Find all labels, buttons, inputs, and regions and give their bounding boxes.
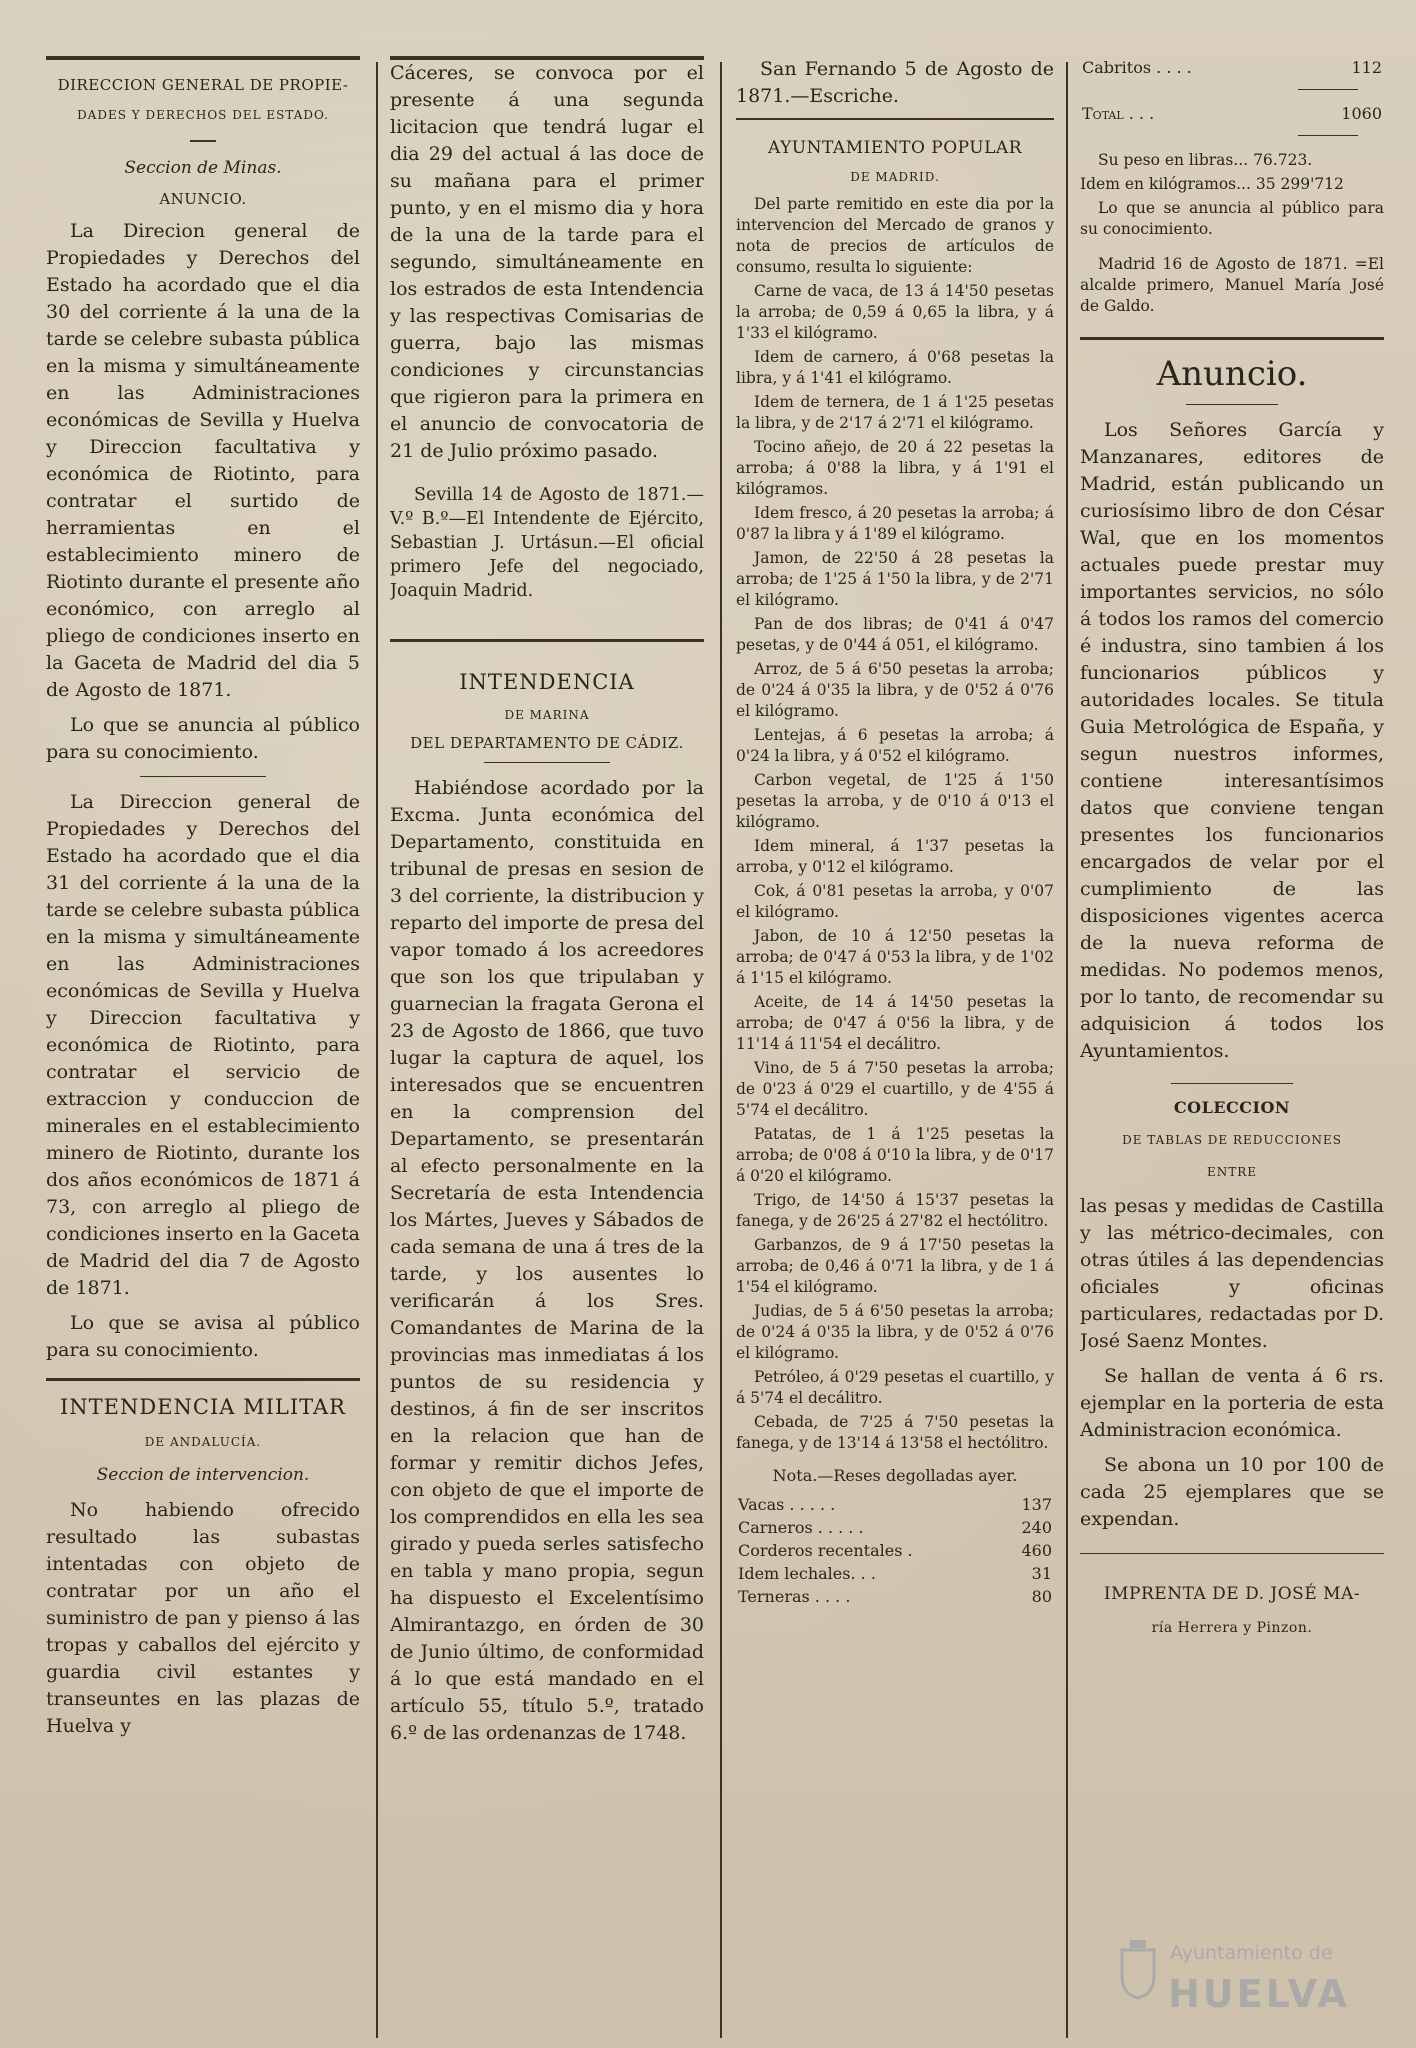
price-item: Judias, de 5 á 6'50 pesetas la arroba; de 0'24 á 0'35 la libra, y de 0'52 á 0'76 el kilógramo. [736, 1302, 1054, 1362]
section-subtitle: Seccion de Minas. [124, 158, 282, 178]
column-2 [390, 56, 704, 2046]
price-list [736, 281, 1054, 1454]
price-item: Idem de ternera, de 1 á 1'25 pesetas la libra, y de 2'17 á 2'71 el kilógramo. [736, 393, 1054, 432]
section-subtitle: Seccion de intervencion. [96, 1465, 310, 1485]
price-item: Pan de dos libras; de 0'41 á 0'47 pesetas, y de 0'44 á 051, el kilógramo. [736, 615, 1054, 654]
column-4 [1080, 56, 1384, 2046]
row-label: Idem lechales. . . [738, 1564, 876, 1583]
row-label: Terneras . . . . [738, 1587, 851, 1606]
row-value: 112 [1351, 58, 1382, 77]
price-item: Garbanzos, de 9 á 17'50 pesetas la arroba; de 0,46 á 0'71 la libra, y de 1 á 1'54 el kilógramo. [736, 1236, 1054, 1296]
coleccion-body: las pesas y medidas de Castilla y las métrico-decimales, con otras útiles á las dependencias oficiales y oficinas particulares, redactadas por D. José Saenz Montes. [1080, 1195, 1384, 1352]
sum-rule [1298, 135, 1358, 136]
livestock-table-cont [1080, 56, 1384, 79]
coleccion-price: Se hallan de venta á 6 rs. ejemplar en la porteria de esta Administracion económica. [1080, 1365, 1384, 1441]
notice-paragraph: Cáceres, se convoca por el presente á una segunda licitacion que tendrá lugar el dia 29 del actual á las doce de su mañana para el primer punto, y en el mismo dia y hora de la una de la tarde para el segundo, simultáneamente en los estrados de esta Intendencia y las respectivas Comisarias de guerra, bajo las mismas condiciones y circunstancias que rigieron para la primera en el anuncio de convocatoria de 21 de Julio próximo pasado. [390, 62, 704, 462]
column-3 [736, 56, 1054, 2046]
watermark-text: Ayuntamiento de [1170, 1942, 1333, 1964]
row-label: Corderos recentales . [738, 1541, 913, 1560]
imprint: IMPRENTA DE D. JOSÉ MA- [1103, 1584, 1361, 1604]
section-header: DIRECCION GENERAL DE PROPIE- [57, 76, 349, 94]
watermark-text: HUELVA [1168, 1972, 1350, 2016]
dash-divider [190, 140, 216, 142]
section-subheading: DEL DEPARTAMENTO DE CÁDIZ. [410, 733, 684, 752]
signature: Sevilla 14 de Agosto de 1871.—V.º B.º—El Intendente de Ejército, Sebastian J. Urtásun.—El oficial primero Jefe del negociado, Joaquin Madrid. [390, 484, 704, 601]
short-divider [484, 762, 610, 763]
total-value: 1060 [1341, 104, 1382, 123]
notice-paragraph: La Direcion general de Propiedades y Derechos del Estado ha acordado que el dia 30 del corriente á la una de la tarde se celebre subasta pública en la misma y simultáneamente en las Administraciones económicas de Sevilla y Huelva y Direccion facultativa y económica de Riotinto, para contratar el surtido de herramientas en el establecimiento minero de Riotinto durante el presente año económico, con arreglo al pliego de condiciones inserto en la Gaceta de Madrid del dia 5 de Agosto de 1871. [46, 220, 360, 701]
anuncio-heading: Anuncio. [1156, 354, 1308, 394]
table-row [736, 1585, 1054, 1608]
notice-paragraph: Habiéndose acordado por la Excma. Junta económica del Departamento, constituida en tribunal de presas en sesion de 3 del corriente, la distribucion y reparto del importe de presa del vapor tomado á los acreedores que son los que tripulaban y guarnecian la fragata Gerona el 23 de Agosto de 1866, que tuvo lugar la captura de aquel, los interesados que se encuentren en la comprension del Departamento, se presentarán al efecto personalmente en la Secretaría de esta Intendencia los Mártes, Jueves y Sábados de cada semana de una á tres de la tarde, y los ausentes lo verificarán á los Sres. Comandantes de Marina de la provincias mas inmediatas á los puntos de su residencia y destinos, á fin de ser inscritos en la relacion que han de formar y remitir dichos Jefes, con objeto de que el importe de los comprendidos en ella les sea girado y pueda serles satisfecho en tabla y mano propia, segun ha dispuesto el Excelentísimo Almirantazgo, en órden de 30 de Junio último, de conformidad á lo que está mandado en el artículo 55, título 5.º, tratado 6.º de las ordenanzas de 1748. [390, 776, 704, 1744]
price-item: Jabon, de 10 á 12'50 pesetas la arroba; de 0'47 á 0'53 la libra, y de 1'02 á 1'15 el kilógramo. [736, 927, 1054, 987]
coleccion-discount: Se abona un 10 por 100 de cada 25 ejemplares que se expendan. [1080, 1454, 1384, 1530]
total-row [1080, 102, 1384, 125]
table-row [1080, 56, 1384, 79]
row-value: 31 [1031, 1564, 1052, 1583]
section-divider [736, 118, 1054, 120]
top-rule [46, 56, 360, 60]
price-item: Vino, de 5 á 7'50 pesetas la arroba; de 0'23 á 0'29 el cuartillo, y de 4'55 á 5'74 el decálitro. [736, 1059, 1054, 1119]
price-item: Cebada, de 7'25 á 7'50 pesetas la fanega, y de 13'14 á 13'58 el hectólitro. [736, 1413, 1054, 1452]
weight-libras: Su peso en libras... 76.723. [1098, 151, 1313, 169]
section-heading: AYUNTAMIENTO POPULAR [768, 138, 1022, 158]
section-header-cont: DADES Y DERECHOS DEL ESTADO. [77, 108, 329, 122]
row-value: 460 [1021, 1541, 1052, 1560]
table-row [736, 1516, 1054, 1539]
price-item: Petróleo, á 0'29 pesetas el cuartillo, y á 5'74 el decálitro. [736, 1368, 1054, 1407]
anuncio-label: ANUNCIO. [159, 190, 247, 208]
imprint: ría Herrera y Pinzon. [1151, 1620, 1313, 1636]
crest-icon [1118, 1940, 1158, 2000]
short-divider [1171, 1083, 1293, 1084]
notice-closing: Lo que se avisa al público para su conocimiento. [46, 1312, 360, 1361]
short-divider [140, 776, 266, 777]
price-item: Lentejas, á 6 pesetas la arroba; á 0'24 la libra, y á 0'52 el kilógramo. [736, 726, 1054, 765]
row-value: 137 [1021, 1495, 1052, 1514]
row-value: 80 [1031, 1587, 1052, 1606]
column-divider [720, 62, 722, 2038]
column-1 [46, 56, 360, 2046]
coleccion-subheading: DE TABLAS DE REDUCCIONES [1122, 1133, 1342, 1147]
notice-paragraph: No habiendo ofrecido resultado las subastas intentadas con objeto de contratar por un año el suministro de pan y pienso á las tropas y caballos del ejército y guardia civil estantes y transeuntes en las plazas de Huelva y [46, 1499, 360, 1737]
weight-kilos: Idem en kilógramos... 35 299'712 [1080, 175, 1344, 193]
section-divider [46, 1378, 360, 1381]
section-heading: INTENDENCIA MILITAR [59, 1395, 346, 1419]
price-item: Patatas, de 1 á 1'25 pesetas la arroba; de 0'08 á 0'10 la libra, y de 0'17 á 0'20 el kilógramo. [736, 1125, 1054, 1185]
price-item: Idem fresco, á 20 pesetas la arroba; á 0'87 la libra y á 1'89 el kilógramo. [736, 504, 1054, 543]
notice-paragraph: La Direccion general de Propiedades y Derechos del Estado ha acordado que el dia 31 del corriente á la una de la tarde se celebre subasta pública en la misma y simultáneamente en las Administraciones económicas de Sevilla y Huelva y Direccion facultativa y económica de Riotinto, para contratar el servicio de extraccion y conduccion de minerales en el establecimiento minero de Riotinto, durante los dos años económicos de 1871 á 73, con arreglo al pliego de condiciones inserto en la Gaceta de Madrid del dia 7 de Agosto de 1871. [46, 791, 360, 1299]
row-value: 240 [1021, 1518, 1052, 1537]
section-divider [1080, 1553, 1384, 1554]
row-label: Carneros . . . . . [738, 1518, 864, 1537]
price-item: Arroz, de 5 á 6'50 pesetas la arroba; de 0'24 á 0'35 la libra, y de 0'52 á 0'76 el kilógramo. [736, 660, 1054, 720]
total-table [1080, 102, 1384, 125]
section-divider [390, 639, 704, 642]
section-divider [1080, 337, 1384, 340]
section-subheading: DE ANDALUCÍA. [144, 1435, 262, 1449]
table-row [736, 1562, 1054, 1585]
price-item: Aceite, de 14 á 14'50 pesetas la arroba; de 0'47 á 0'56 la libra, y de 11'14 á 11'54 el decálitro. [736, 993, 1054, 1053]
column-divider [1066, 62, 1068, 2038]
row-label: Cabritos . . . . [1082, 58, 1192, 77]
section-subheading: DE MADRID. [850, 170, 940, 184]
total-label: Total . . . [1082, 104, 1155, 123]
notice-closing: Lo que se anuncia al público para su conocimiento. [46, 714, 360, 763]
notice-closing: Lo que se anuncia al público para su conocimiento. [1080, 199, 1384, 238]
signature: Madrid 16 de Agosto de 1871. =El alcalde primero, Manuel María José de Galdo. [1080, 255, 1384, 315]
price-item: Idem de carnero, á 0'68 pesetas la libra, y á 1'41 el kilógramo. [736, 348, 1054, 387]
section-subheading: DE MARINA [504, 707, 590, 722]
sum-rule [1298, 89, 1358, 90]
column-divider [376, 62, 378, 2038]
short-divider [1186, 404, 1277, 405]
coleccion-subheading: ENTRE [1206, 1165, 1258, 1179]
price-item: Jamon, de 22'50 á 28 pesetas la arroba; de 1'25 á 1'50 la libra, y de 2'71 el kilógramo. [736, 549, 1054, 609]
anuncio-body: Los Señores García y Manzanares, editores de Madrid, están publicando un curiosísimo libro de don César Wal, que en los momentos actuales puede prestar muy importantes servicios, no sólo á todos los ramos del comercio é industra, sino tambien á los funcionarios públicos y autoridades locales. Se titula Guia Metrológica de España, y segun nuestros informes, contiene interesantísimos datos que conviene tengan presentes los funcionarios encargados de velar por el cumplimiento de las disposiciones vigentes acerca de la nueva reforma de medidas. No podemos menos, por lo tanto, de recomendar su adquisicion á todos los Ayuntamientos. [1080, 419, 1384, 1062]
dateline: San Fernando 5 de Agosto de 1871.—Escriche. [736, 58, 1054, 107]
section-heading: INTENDENCIA [459, 669, 635, 694]
price-item: Carne de vaca, de 13 á 14'50 pesetas la arroba; de 0,59 á 0,65 la libra, y á 1'33 el kilógramo. [736, 282, 1054, 342]
coleccion-heading: COLECCION [1173, 1098, 1291, 1117]
price-item: Tocino añejo, de 20 á 22 pesetas la arroba; á 0'88 la libra, y á 1'91 el kilógramos. [736, 438, 1054, 498]
price-item: Idem mineral, á 1'37 pesetas la arroba, y 0'12 el kilógramo. [736, 837, 1054, 876]
table-row [736, 1493, 1054, 1516]
table-row [736, 1539, 1054, 1562]
archive-watermark [1118, 1920, 1358, 2020]
price-item: Cok, á 0'81 pesetas la arroba, y 0'07 el kilógramo. [736, 882, 1054, 921]
livestock-table [736, 1493, 1054, 1608]
market-intro: Del parte remitido en este dia por la intervencion del Mercado de granos y nota de precios de artículos de consumo, resulta lo siguiente: [736, 195, 1054, 276]
price-item: Trigo, de 14'50 á 15'37 pesetas la fanega, y de 26'25 á 27'82 el hectólitro. [736, 1191, 1054, 1230]
price-item: Carbon vegetal, de 1'25 á 1'50 pesetas la arroba, y de 0'10 á 0'13 el kilógramo. [736, 771, 1054, 831]
note-heading: Nota.—Reses degolladas ayer. [772, 1466, 1018, 1485]
row-label: Vacas . . . . . [738, 1495, 836, 1514]
